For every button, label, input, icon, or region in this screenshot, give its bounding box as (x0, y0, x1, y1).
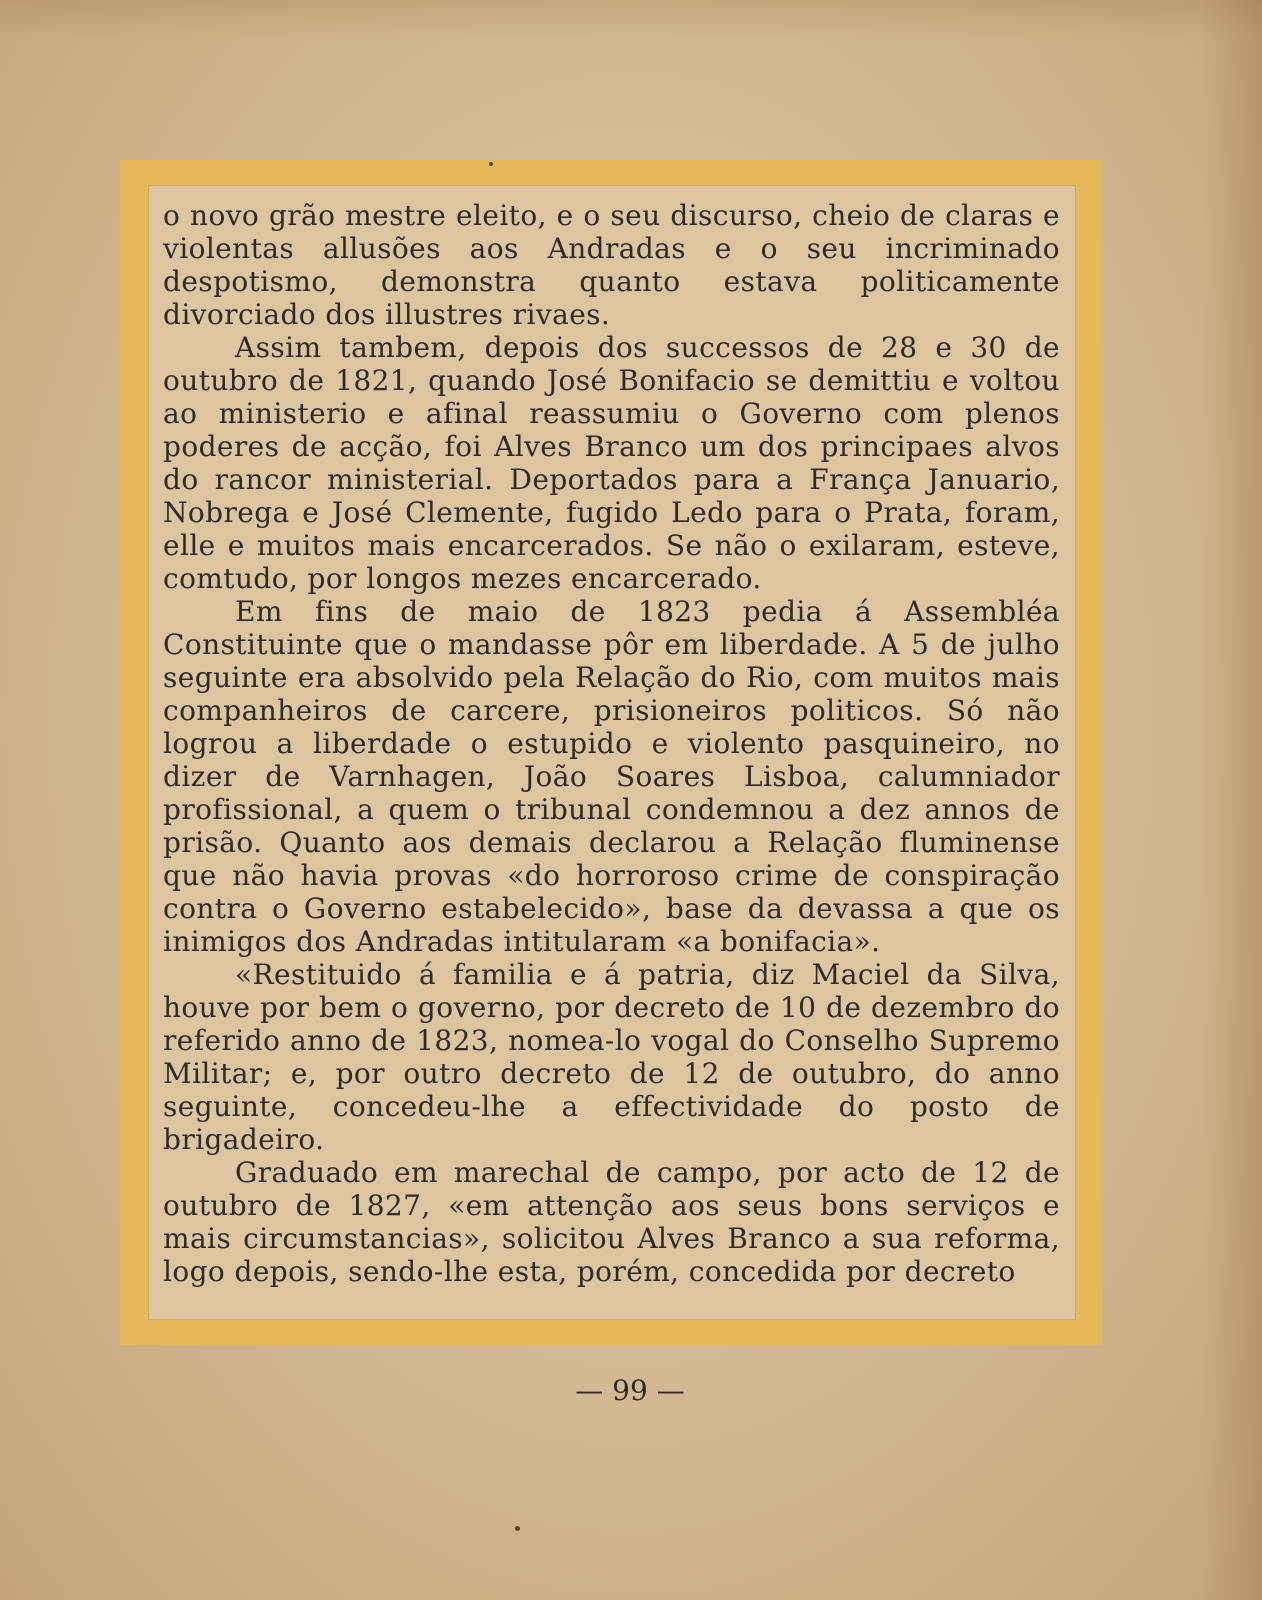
page-number: — 99 — (575, 1374, 685, 1407)
paragraph-3: Em fins de maio de 1823 pedia á Assembléa Constituinte que o mandasse pôr em liberdade. A 5 de julho seguinte era absolvido pela Relação do Rio, com muitos mais companheiros de carcere, prisioneiros politicos. Só não logrou a liberdade o estupido e violento pasquineiro, no dizer de Varnhagen, João Soares Lisboa, calumniador profissional, a quem o tribunal condemnou a dez annos de prisão. Quanto aos demais declarou a Relação fluminense que não havia provas «do horroroso crime de conspiração contra o Governo estabelecido», base da devassa a que os inimigos dos Andradas intitularam «a bonifacia». (163, 595, 1060, 958)
paragraph-2: Assim tambem, depois dos successos de 28 e 30 de outubro de 1821, quando José Bonifacio se demittiu e voltou ao ministerio e afinal reassumiu o Governo com plenos poderes de acção, foi Alves Branco um dos principaes alvos do rancor ministerial. Deportados para a França Januario, Nobrega e José Clemente, fugido Ledo para o Prata, foram, elle e muitos mais encarcerados. Se não o exilaram, esteve, comtudo, por longos mezes encarcerado. (163, 331, 1060, 595)
body-text (163, 199, 1060, 1288)
page-top-shadow (0, 0, 1262, 40)
paragraph-1: o novo grão mestre eleito, e o seu discurso, cheio de claras e violentas allusões aos Andradas e o seu incriminado despotismo, demonstra quanto estava politicamente divorciado dos illustres rivaes. (163, 199, 1060, 331)
paper-speck (515, 1526, 520, 1531)
page-edge-shadow (1202, 0, 1262, 1600)
paragraph-5: Graduado em marechal de campo, por acto de 12 de outubro de 1827, «em attenção aos seus bons serviços e mais circumstancias», solicitou Alves Branco a sua reforma, logo depois, sendo-lhe esta, porém, concedida por decreto (163, 1156, 1060, 1288)
paper-speck (489, 162, 493, 166)
paragraph-4: «Restituido á familia e á patria, diz Maciel da Silva, houve por bem o governo, por decreto de 10 de dezembro do referido anno de 1823, nomea-lo vogal do Conselho Supremo Militar; e, por outro decreto de 12 de outubro, do anno seguinte, concedeu-lhe a effectividade do posto de brigadeiro. (163, 958, 1060, 1156)
